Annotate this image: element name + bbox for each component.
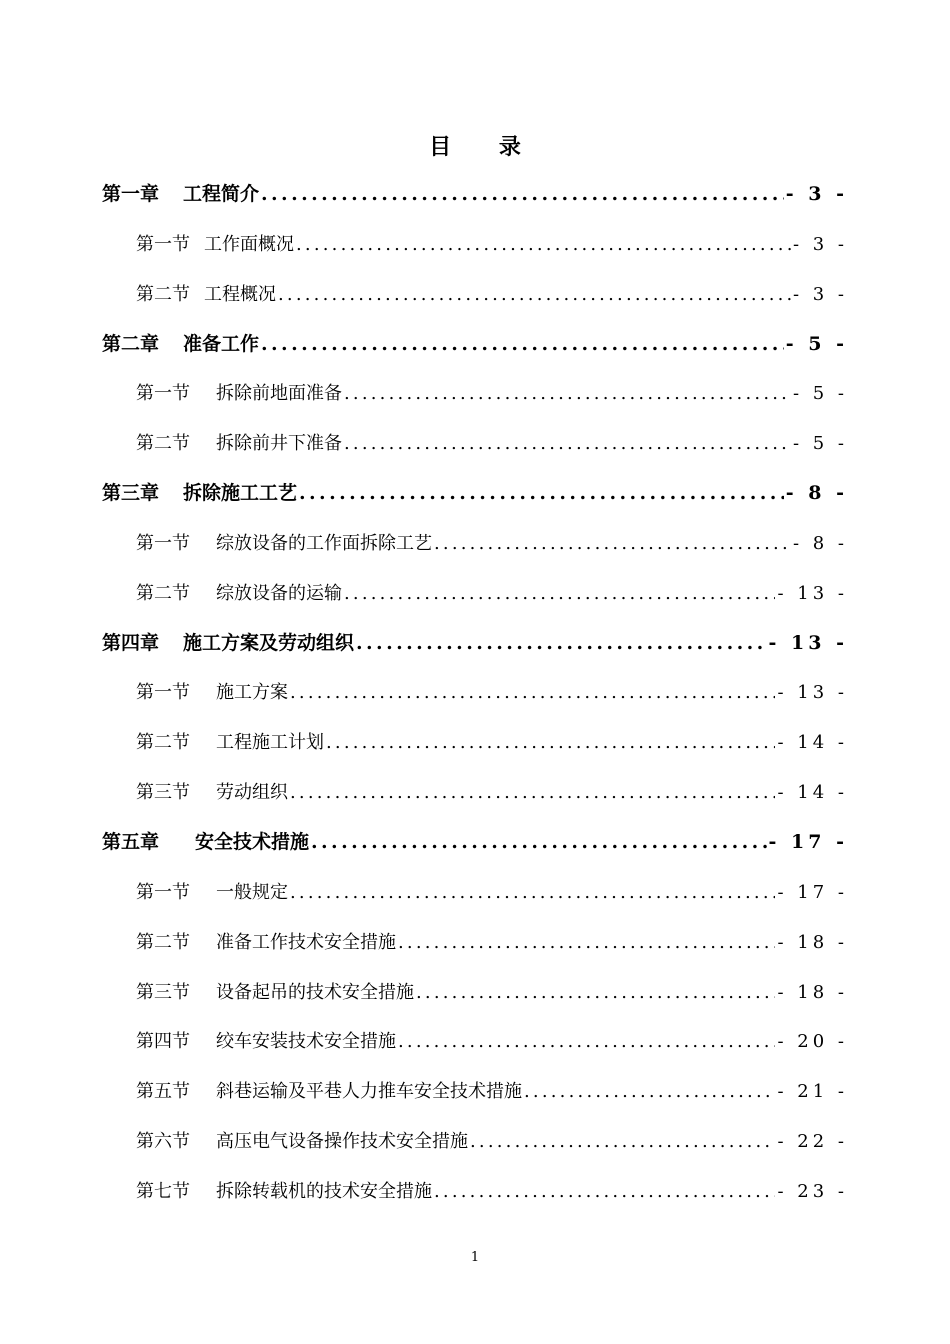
section-title: 拆除转载机的技术安全措施 [216,1180,432,1202]
chapter-number: 第五章 [102,830,160,853]
section-number: 第七节 [136,1180,190,1202]
toc-section-entry[interactable] [102,1067,848,1117]
toc-entry-label [136,419,342,469]
dot-leader [296,220,791,270]
section-title: 拆除前井下准备 [216,433,342,455]
dot-leader [261,170,784,220]
section-title: 高压电气设备操作技术安全措施 [216,1131,468,1153]
toc-section-entry[interactable] [102,419,848,469]
chapter-title: 施工方案及劳动组织 [183,631,355,654]
section-title: 一般规定 [216,881,288,903]
section-title: 绞车安装技术安全措施 [216,1031,396,1053]
toc-section-entry[interactable] [102,968,848,1018]
toc-entry-label [136,968,414,1018]
section-title: 工作面概况 [204,233,294,255]
chapter-title: 拆除施工工艺 [183,482,298,505]
section-title: 设备起吊的技术安全措施 [216,981,414,1003]
dot-leader [344,569,775,619]
toc-entry-label [102,469,297,519]
toc-chapter-entry[interactable] [102,320,848,370]
page-ref: - 17 - [768,830,848,853]
dot-leader [398,1017,775,1067]
section-number: 第三节 [136,981,190,1003]
page-ref: - 3 - [785,183,848,205]
page-number: 1 [470,1250,480,1265]
page-ref: - 18 - [777,981,848,1003]
dot-leader [299,469,784,519]
toc-entry-label [136,1117,468,1167]
dot-leader [470,1117,775,1167]
toc-entry-label [102,818,309,868]
section-number: 第四节 [136,1031,190,1053]
toc-entry-label [136,718,324,768]
section-number: 第一节 [136,532,190,554]
section-number: 第一节 [136,682,190,704]
section-title: 劳动组织 [216,782,288,804]
section-number: 第二节 [136,582,190,604]
toc-chapter-entry[interactable] [102,170,848,220]
section-number: 第六节 [136,1131,190,1153]
section-number: 第三节 [136,782,190,804]
page-ref: - 23 - [777,1180,848,1202]
dot-leader [416,968,775,1018]
section-title: 施工方案 [216,682,288,704]
page-ref: - 13 - [777,582,848,604]
chapter-number: 第二章 [102,332,160,355]
dot-leader [290,868,775,918]
section-number: 第二节 [136,283,190,305]
page-ref: - 18 - [777,931,848,953]
dot-leader [434,519,791,569]
toc-entry-label [136,768,288,818]
page-ref: - 21 - [777,1081,848,1103]
toc-section-entry[interactable] [102,270,848,320]
toc-section-entry[interactable] [102,569,848,619]
toc-entry-label [102,320,259,370]
dot-leader [344,419,791,469]
page-ref: - 8 - [785,482,848,505]
section-title: 拆除前地面准备 [216,383,342,405]
toc-section-entry[interactable] [102,369,848,419]
page-ref: - 8 - [792,532,848,554]
toc-entry-label [136,220,294,270]
toc-entry-label [136,668,288,718]
dot-leader [261,320,784,370]
dot-leader [311,818,767,868]
section-title: 综放设备的运输 [216,582,342,604]
toc-section-entry[interactable] [102,1017,848,1067]
toc-chapter-entry[interactable] [102,469,848,519]
page-ref: - 13 - [777,682,848,704]
section-title: 工程施工计划 [216,732,324,754]
toc-chapter-entry[interactable] [102,619,848,669]
page-ref: - 5 - [792,433,848,455]
page-ref: - 3 - [792,233,848,255]
toc-section-entry[interactable] [102,718,848,768]
toc-section-entry[interactable] [102,220,848,270]
chapter-title: 工程简介 [183,183,260,205]
chapter-title: 安全技术措施 [195,830,310,853]
dot-leader [290,668,775,718]
page-ref: - 14 - [777,732,848,754]
toc-section-entry[interactable] [102,768,848,818]
dot-leader [434,1167,775,1217]
toc-entry-label [136,369,342,419]
toc-entry-label [136,569,342,619]
toc-section-entry[interactable] [102,918,848,968]
dot-leader [398,918,775,968]
section-number: 第一节 [136,383,190,405]
dot-leader [278,270,791,320]
toc-section-entry[interactable] [102,1117,848,1167]
chapter-number: 第一章 [102,183,160,205]
chapter-number: 第三章 [102,482,160,505]
section-number: 第一节 [136,881,190,903]
page-ref: - 5 - [792,383,848,405]
toc-entry-label [136,1167,432,1217]
toc-section-entry[interactable] [102,868,848,918]
page-ref: - 14 - [777,782,848,804]
toc-entry-label [136,270,276,320]
chapter-title: 准备工作 [183,332,260,355]
toc-entry-label [136,918,396,968]
toc-entry-label [136,519,432,569]
section-number: 第五节 [136,1081,190,1103]
chapter-number: 第四章 [102,631,160,654]
toc-title: 目 录 [429,134,541,160]
page-ref: - 22 - [777,1131,848,1153]
page-ref: - 3 - [792,283,848,305]
section-title: 工程概况 [204,283,276,305]
section-title: 斜巷运输及平巷人力推车安全技术措施 [216,1081,522,1103]
toc-chapter-entry[interactable] [102,818,848,868]
dot-leader [356,619,767,669]
page-ref: - 13 - [768,631,848,654]
dot-leader [326,718,775,768]
toc-entry-label [102,170,259,220]
section-number: 第二节 [136,732,190,754]
dot-leader [344,369,791,419]
toc-entry-label [136,868,288,918]
toc-section-entry[interactable] [102,1167,848,1217]
section-number: 第二节 [136,931,190,953]
page-ref: - 5 - [785,332,848,355]
section-title: 综放设备的工作面拆除工艺 [216,532,432,554]
dot-leader [524,1067,775,1117]
section-number: 第一节 [136,233,190,255]
dot-leader [290,768,775,818]
toc-section-entry[interactable] [102,668,848,718]
toc-entry-label [102,619,354,669]
toc-section-entry[interactable] [102,519,848,569]
page-ref: - 20 - [777,1031,848,1053]
toc-entry-label [136,1067,522,1117]
section-title: 准备工作技术安全措施 [216,931,396,953]
page-ref: - 17 - [777,881,848,903]
table-of-contents [102,170,848,1217]
section-number: 第二节 [136,433,190,455]
toc-entry-label [136,1017,396,1067]
